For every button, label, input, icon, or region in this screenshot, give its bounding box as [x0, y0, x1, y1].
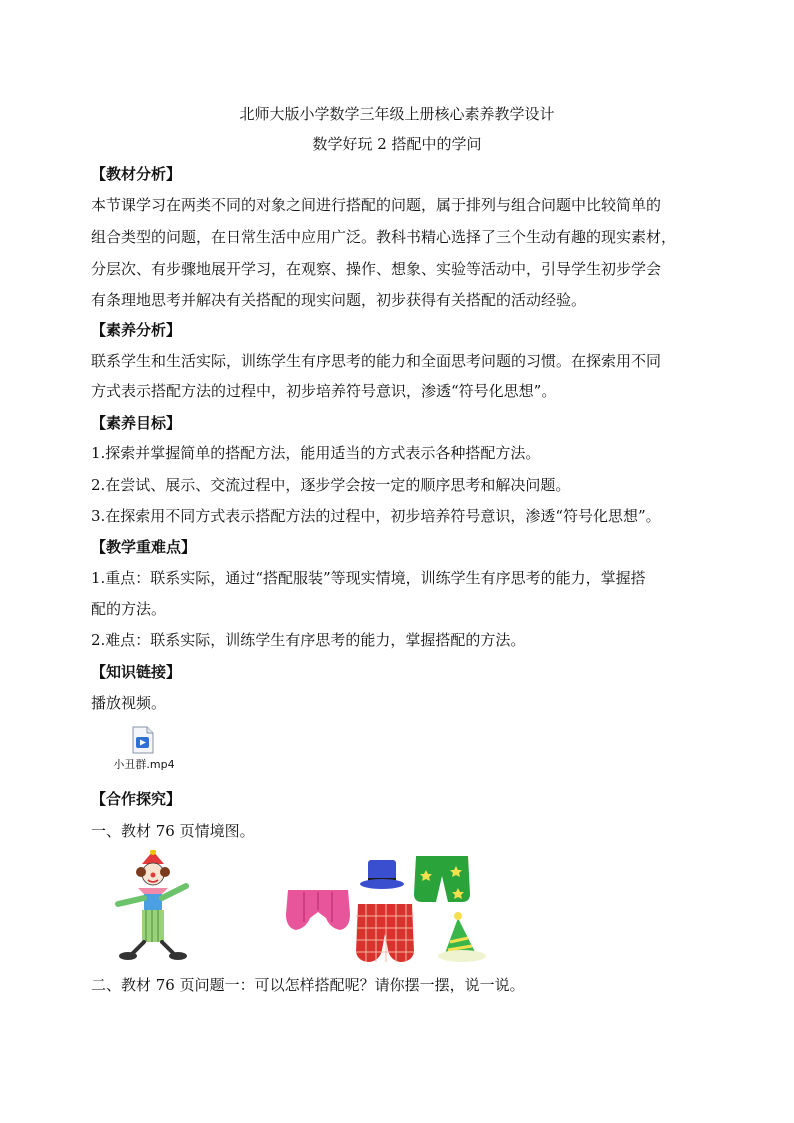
key-point-item: 2.难点：联系实际，训练学生有序思考的能力，掌握搭配的方法。 [91, 631, 526, 649]
pink-pants-icon [286, 890, 350, 930]
paragraph-line: 本节课学习在两类不同的对象之间进行搭配的问题，属于排列与组合问题中比较简单的 [91, 196, 662, 214]
document-subtitle: 数学好玩 2 搭配中的学问 [312, 135, 482, 153]
section-heading-key-points: 【教学重难点】 [91, 538, 197, 556]
paragraph-line: 方式表示搭配方法的过程中，初步培养符号意识，渗透“符号化思想”。 [91, 382, 557, 400]
green-star-pants-icon [414, 856, 470, 902]
key-point-item: 1.重点：联系实际，通过“搭配服装”等现实情境，训练学生有序思考的能力，掌握搭 [91, 569, 646, 587]
green-pointy-hat-icon [438, 912, 486, 962]
clothes-illustration [286, 852, 494, 964]
attachment-filename: 小丑群.mp4 [113, 758, 175, 771]
blue-top-hat-icon [360, 860, 404, 889]
exercise-item: 一、教材 76 页情境图。 [91, 822, 255, 840]
paragraph-line: 分层次、有步骤地展开学习，在观察、操作、想象、实验等活动中，引导学生初步学会 [91, 260, 662, 278]
goal-item: 1.探索并掌握简单的搭配方法，能用适当的方式表示各种搭配方法。 [91, 444, 541, 462]
section-heading-literacy-analysis: 【素养分析】 [91, 321, 182, 339]
section-heading-textbook-analysis: 【教材分析】 [91, 165, 182, 183]
paragraph-line: 播放视频。 [91, 694, 167, 712]
key-point-item: 配的方法。 [91, 600, 167, 618]
section-heading-knowledge-link: 【知识链接】 [91, 663, 182, 681]
document-title: 北师大版小学数学三年级上册核心素养教学设计 [239, 105, 555, 123]
video-file-icon [132, 726, 154, 754]
paragraph-line: 有条理地思考并解决有关搭配的现实问题，初步获得有关搭配的活动经验。 [91, 291, 587, 309]
goal-item: 3.在探索用不同方式表示搭配方法的过程中，初步培养符号意识，渗透“符号化思想”。 [91, 507, 661, 525]
red-checkered-pants-icon [356, 904, 414, 962]
paragraph-line: 组合类型的问题，在日常生活中应用广泛。教科书精心选择了三个生动有趣的现实素材， [91, 228, 677, 246]
clown-illustration [108, 850, 198, 962]
exercise-item: 二、教材 76 页问题一：可以怎样搭配呢？请你摆一摆，说一说。 [91, 976, 525, 994]
section-heading-literacy-goals: 【素养目标】 [91, 414, 182, 432]
paragraph-line: 联系学生和生活实际，训练学生有序思考的能力和全面思考问题的习惯。在探索用不同 [91, 352, 662, 370]
section-heading-cooperative: 【合作探究】 [91, 790, 182, 808]
goal-item: 2.在尝试、展示、交流过程中，逐步学会按一定的顺序思考和解决问题。 [91, 476, 571, 494]
